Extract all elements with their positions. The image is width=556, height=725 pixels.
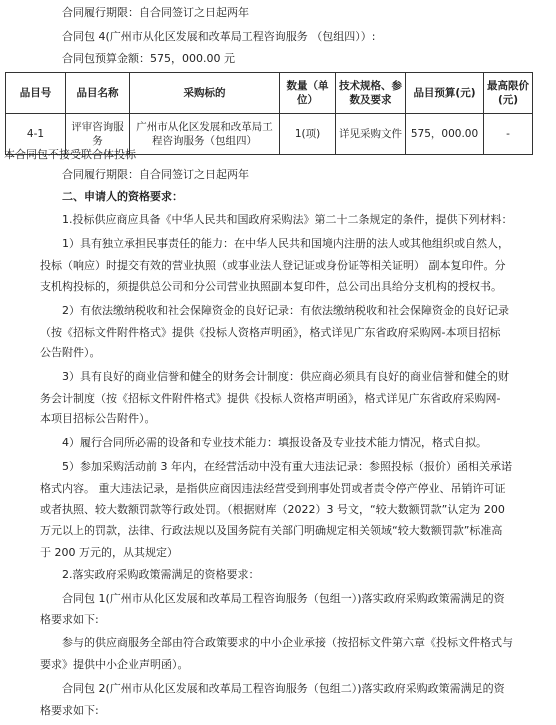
requirement-2-heading: 2.落实政府采购政策需满足的资格要求：: [62, 568, 260, 581]
cell-item-name: 评审咨询服务: [66, 114, 130, 155]
paragraph-5-line-1: 5）参加采购活动前 3 年内，在经营活动中没有重大违法记录：参照投标（报价）函相关承诺: [62, 460, 512, 473]
package-1-policy-line-2: 格要求如下:: [40, 613, 99, 626]
contract-period-text-2: 合同履行期限：自合同签订之日起两年: [62, 168, 249, 181]
contract-package-4-title: 合同包 4(广州市从化区发展和改革局工程咨询服务 （包组四））:: [62, 30, 376, 43]
paragraph-4: 4）履行合同所必需的设备和专业技术能力：填报设备及专业技术能力情况，格式自拟。: [62, 436, 487, 449]
package-2-policy-line-1: 合同包 2(广州市从化区发展和改革局工程咨询服务（包组二）)落实政府采购政策需满足的资: [62, 682, 505, 695]
cell-budget: 575，000.00: [406, 114, 484, 155]
paragraph-3-line-2: 务会计制度（按《招标文件附件格式》提供《投标人资格声明函》，格式详见广东省政府采购网-: [40, 392, 501, 405]
paragraph-5-line-5: 于 200 万元的，从其规定）: [40, 546, 178, 559]
package-budget-text: 合同包预算金额：575，000.00 元: [62, 52, 235, 65]
package-1-policy-line-1: 合同包 1(广州市从化区发展和改革局工程咨询服务（包组一）)落实政府采购政策需满足的资: [62, 592, 505, 605]
paragraph-5-line-3: 或者执照、较大数额罚款等行政处罚。（根据财库（2022）3 号文，“较大数额罚款”认定为 200: [40, 503, 505, 516]
paragraph-2-line-1: 2）有依法缴纳税收和社会保障资金的良好记录：有依法缴纳税收和社会保障资金的良好记录: [62, 304, 509, 317]
paragraph-2-line-2: （按《招标文件附件格式》提供《投标人资格声明函》，格式详见广东省政府采购网-本项目招标: [40, 326, 501, 339]
col-item-name: 品目名称: [66, 73, 130, 114]
paragraph-3-line-1: 3）具有良好的商业信誉和健全的财务会计制度：供应商必须具有良好的商业信誉和健全的财: [62, 370, 509, 383]
paragraph-3-line-3: 本项目招标公告附件）。: [40, 412, 156, 425]
paragraph-5-line-4: 万元以上的罚款，法律、行政法规以及国务院有关部门明确规定相关领域“较大数额罚款”标准高: [40, 524, 503, 537]
col-quantity: 数量（单位）: [280, 73, 336, 114]
paragraph-1-line-1: 1）具有独立承担民事责任的能力：在中华人民共和国境内注册的法人或其他组织或自然人，: [62, 237, 509, 250]
cell-item-number: 4-1: [6, 114, 66, 155]
requirement-1-intro: 1.投标供应商应具备《中华人民共和国政府采购法》第二十二条规定的条件，提供下列材料：: [62, 213, 513, 226]
sme-requirement-line-2: 要求》提供中小企业声明函）。: [40, 658, 189, 671]
col-max-price: 最高限价(元): [484, 73, 533, 114]
cell-procurement-subject: 广州市从化区发展和改革局工程咨询服务（包组四）: [130, 114, 280, 155]
col-procurement-subject: 采购标的: [130, 73, 280, 114]
paragraph-1-line-3: 支机构投标的，须提供总公司和分公司营业执照副本复印件，总公司出具给分支机构的授权书。: [40, 280, 502, 293]
cell-quantity: 1(项): [280, 114, 336, 155]
col-item-number: 品目号: [6, 73, 66, 114]
paragraph-5-line-2: 格式内容。 重大违法记录，是指供应商因违法经营受到刑事处罚或者责令停产停业、吊销许可证: [40, 482, 506, 495]
no-consortium-text: 本合同包不接受联合体投标: [4, 148, 136, 161]
cell-max-price: -: [484, 114, 533, 155]
paragraph-2-line-3: 公告附件）。: [40, 346, 101, 359]
paragraph-1-line-2: 投标（响应）时提交有效的营业执照（或事业法人登记证或身份证等相关证明） 副本复印件。分: [40, 259, 506, 272]
col-spec: 技术规格、参数及要求: [336, 73, 406, 114]
sme-requirement-line-1: 参与的供应商服务全部由符合政策要求的中小企业承接（按招标文件第六章《投标文件格式与: [62, 636, 513, 649]
contract-period-text: 合同履行期限：自合同签订之日起两年: [62, 6, 249, 19]
section-heading-qualifications: 二、申请人的资格要求：: [62, 190, 183, 203]
table-header-row: [6, 73, 533, 114]
package-2-policy-line-2: 格要求如下:: [40, 704, 99, 717]
procurement-table: [5, 72, 533, 155]
cell-spec: 详见采购文件: [336, 114, 406, 155]
col-budget: 品目预算(元): [406, 73, 484, 114]
